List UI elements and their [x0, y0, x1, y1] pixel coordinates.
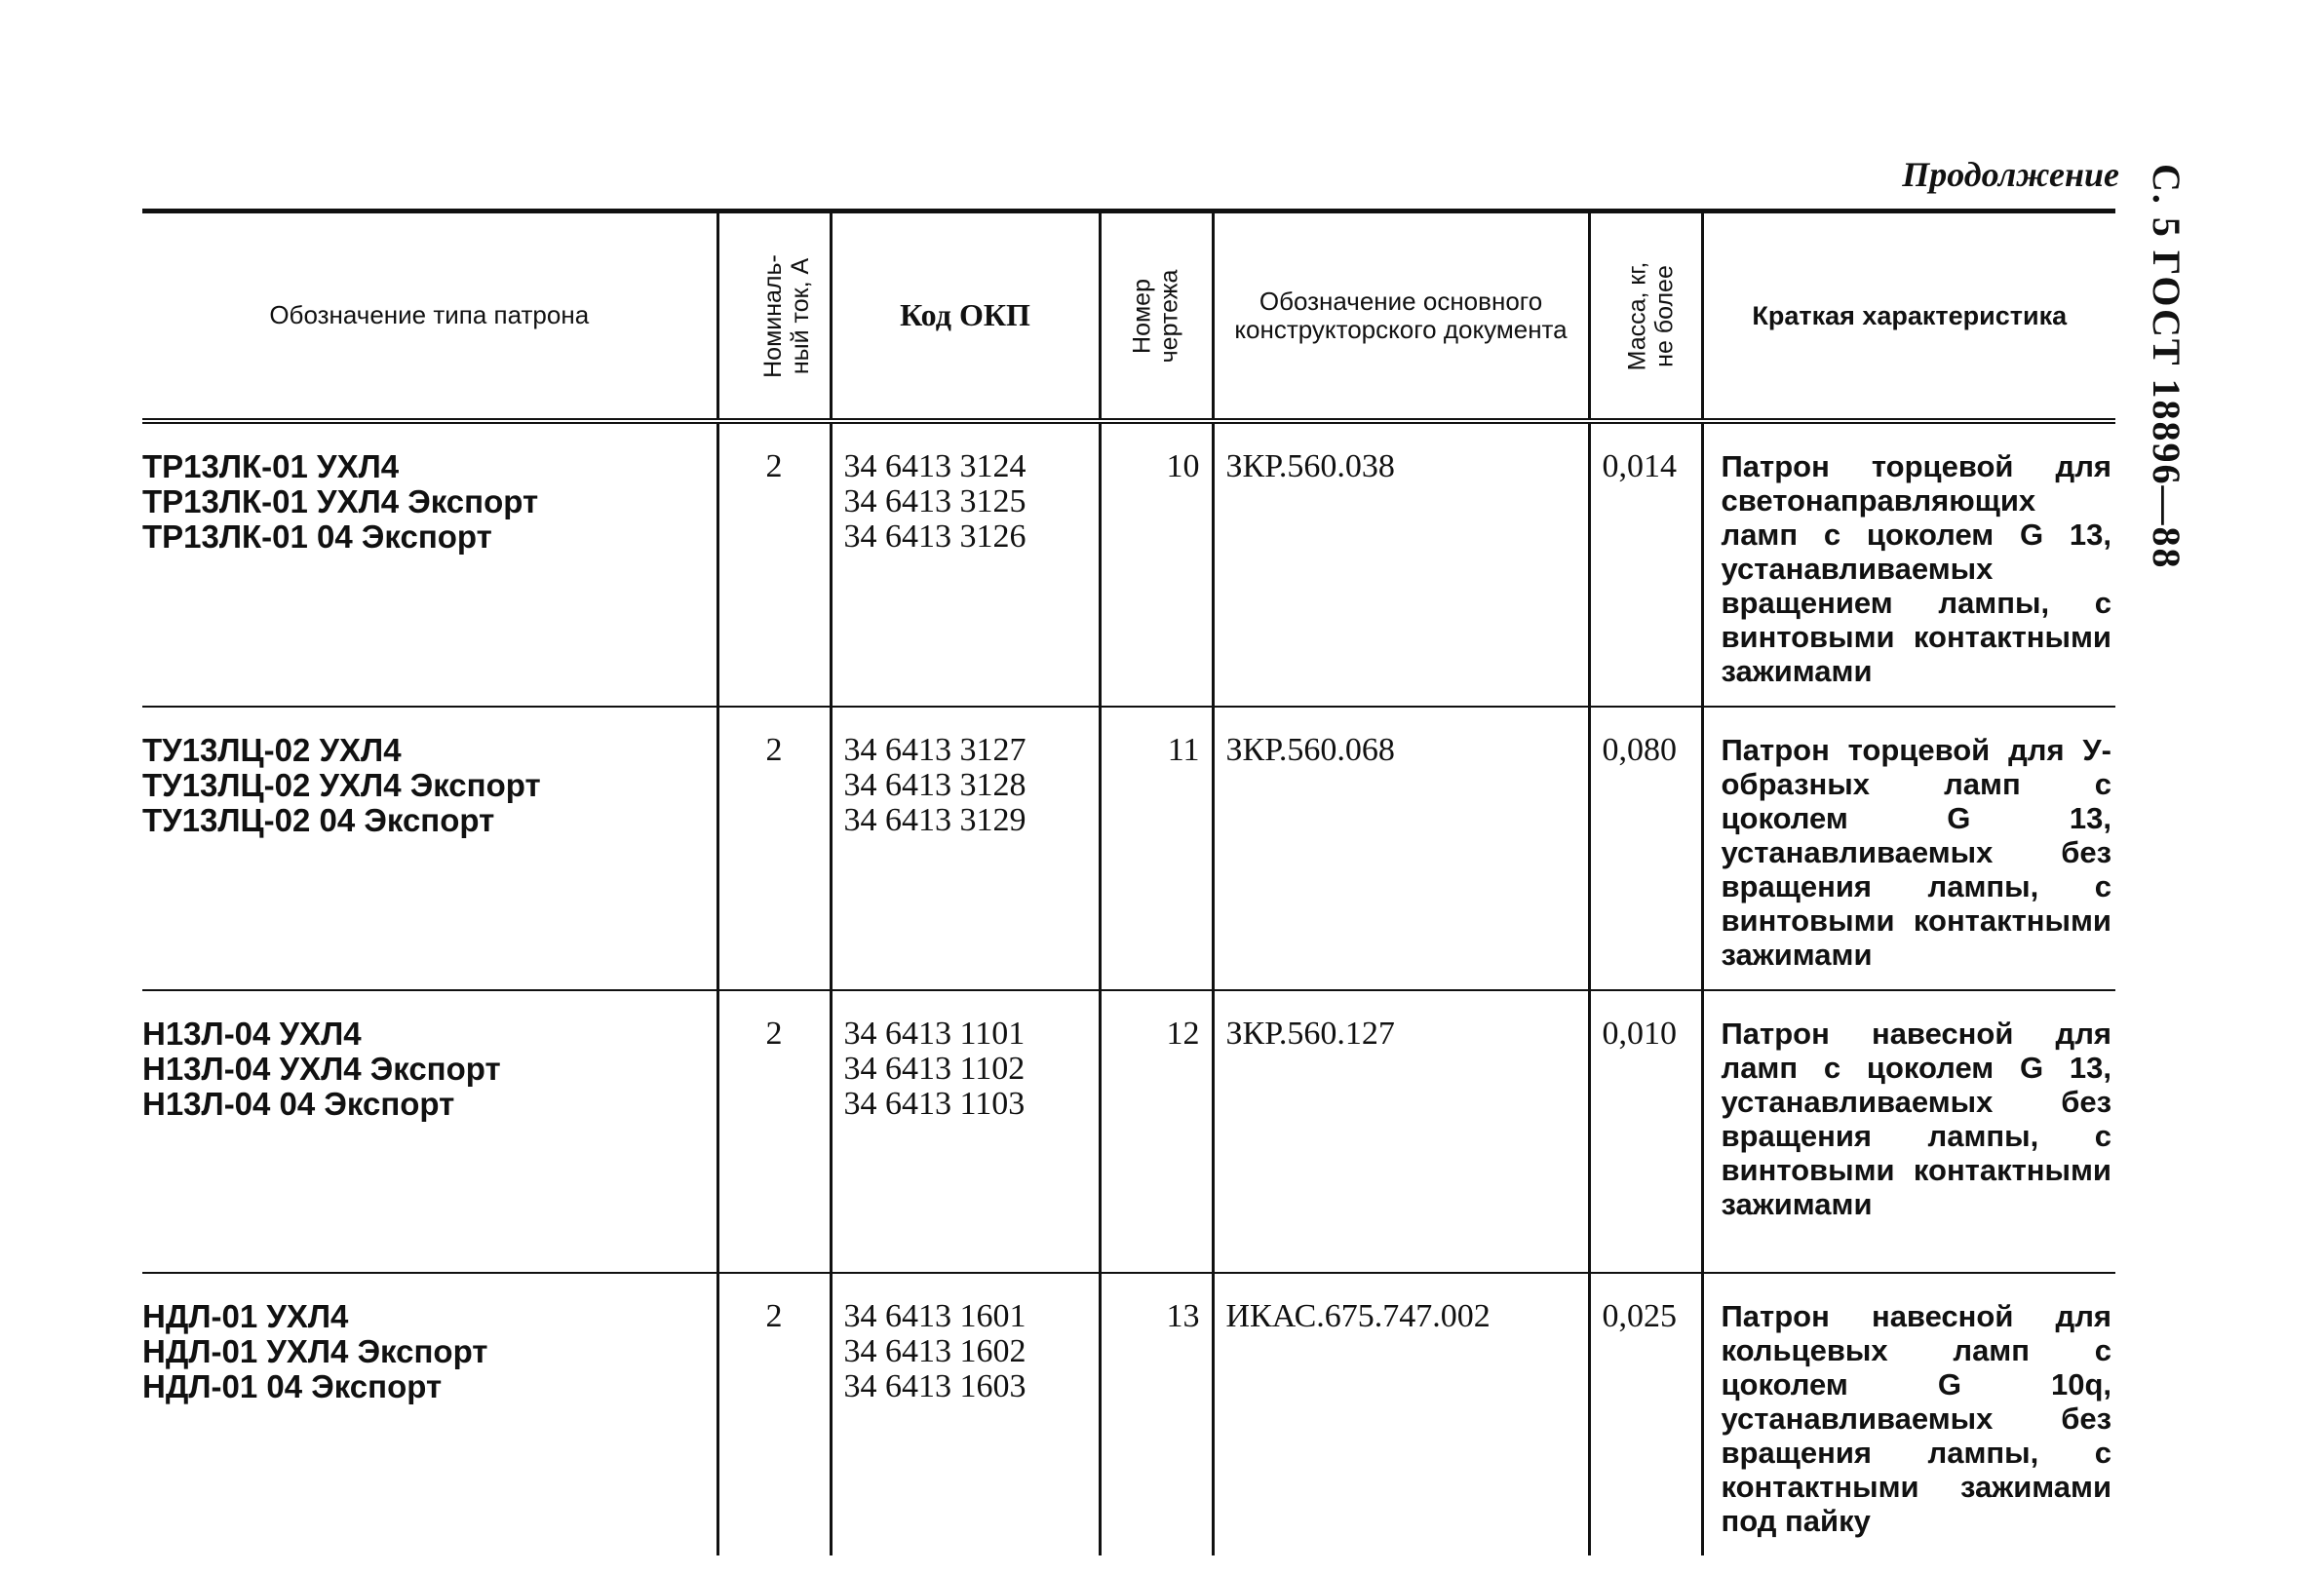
cell-drawing: 12 [1100, 990, 1213, 1273]
table-row [142, 421, 2115, 707]
okp-code: 34 6413 1102 [843, 1051, 1026, 1087]
type-line: ТР13ЛК-01 УХЛ4 Экспорт [142, 483, 539, 519]
header-current: Номиналь- ный ток, А [717, 211, 831, 422]
header-document: Обозначение основного конструкторского документа [1213, 211, 1589, 422]
type-line: Н13Л-04 УХЛ4 Экспорт [142, 1051, 501, 1087]
okp-code: 34 6413 1101 [843, 1016, 1026, 1052]
cell-drawing: 10 [1100, 421, 1213, 707]
okp-code: 34 6413 1601 [843, 1298, 1026, 1334]
header-mass: Масса, кг, не более [1589, 211, 1702, 422]
okp-code: 34 6413 3128 [843, 767, 1026, 803]
okp-code: 34 6413 1602 [843, 1333, 1026, 1369]
table-header-row [142, 211, 2115, 422]
type-line: ТУ13ЛЦ-02 УХЛ4 [142, 732, 402, 768]
cell-description: Патрон торцевой для светонаправляющих ламп с цоколем G 13, устанавливаемых вращением лампы, с винтовыми контактными зажимами [1702, 421, 2115, 707]
type-line: ТУ13ЛЦ-02 УХЛ4 Экспорт [142, 767, 541, 803]
cell-drawing: 11 [1100, 707, 1213, 990]
type-line: Н13Л-04 УХЛ4 [142, 1016, 362, 1052]
cell-mass: 0,080 [1589, 707, 1702, 990]
specs-table [142, 209, 2115, 1555]
cell-mass: 0,010 [1589, 990, 1702, 1273]
cell-codes [831, 1273, 1100, 1555]
cell-drawing: 13 [1100, 1273, 1213, 1555]
cell-types [142, 990, 717, 1273]
type-line: ТУ13ЛЦ-02 04 Экспорт [142, 802, 495, 838]
cell-description: Патрон навесной для ламп с цоколем G 13, устанавливаемых без вращения лампы, с винтовыми контактными зажимами [1702, 990, 2115, 1273]
cell-current: 2 [717, 1273, 831, 1555]
okp-code: 34 6413 3127 [843, 732, 1026, 768]
okp-code: 34 6413 3129 [843, 802, 1026, 838]
cell-document: ЗКР.560.068 [1213, 707, 1589, 990]
cell-types [142, 1273, 717, 1555]
cell-current: 2 [717, 707, 831, 990]
table-row [142, 1273, 2115, 1555]
page-header: С. 5 ГОСТ 18896—88 [2145, 164, 2188, 570]
type-line: НДЛ-01 УХЛ4 Экспорт [142, 1333, 488, 1369]
cell-codes [831, 421, 1100, 707]
type-line: ТР13ЛК-01 04 Экспорт [142, 518, 492, 555]
okp-code: 34 6413 1103 [843, 1086, 1026, 1122]
cell-current: 2 [717, 421, 831, 707]
type-line: Н13Л-04 04 Экспорт [142, 1086, 455, 1122]
table-row [142, 707, 2115, 990]
cell-mass: 0,014 [1589, 421, 1702, 707]
okp-code: 34 6413 3126 [843, 518, 1026, 555]
cell-document: ЗКР.560.038 [1213, 421, 1589, 707]
type-line: НДЛ-01 04 Экспорт [142, 1368, 443, 1404]
okp-code: 34 6413 3124 [843, 448, 1026, 484]
cell-codes [831, 990, 1100, 1273]
cell-description: Патрон торцевой для У-образных ламп с цоколем G 13, устанавливаемых без вращения лампы, с винтовыми контактными зажимами [1702, 707, 2115, 990]
header-okp: Код ОКП [831, 211, 1100, 422]
cell-document: ИКАС.675.747.002 [1213, 1273, 1589, 1555]
okp-code: 34 6413 1603 [843, 1368, 1026, 1404]
type-line: НДЛ-01 УХЛ4 [142, 1298, 349, 1334]
header-desc: Краткая характеристика [1702, 211, 2115, 422]
okp-code: 34 6413 3125 [843, 483, 1026, 519]
table-row [142, 990, 2115, 1273]
cell-mass: 0,025 [1589, 1273, 1702, 1555]
header-type: Обозначение типа патрона [142, 211, 717, 422]
specs-table-container [142, 209, 2115, 1555]
cell-codes [831, 707, 1100, 990]
cell-current: 2 [717, 990, 831, 1273]
cell-types [142, 707, 717, 990]
header-drawing: Номер чертежа [1100, 211, 1213, 422]
continuation-label: Продолжение [1902, 155, 2119, 194]
cell-types [142, 421, 717, 707]
type-line: ТР13ЛК-01 УХЛ4 [142, 448, 400, 484]
cell-description: Патрон навесной для кольцевых ламп с цоколем G 10q, устанавливаемых без вращения лампы, с контактными зажимами под пайку [1702, 1273, 2115, 1555]
cell-document: ЗКР.560.127 [1213, 990, 1589, 1273]
